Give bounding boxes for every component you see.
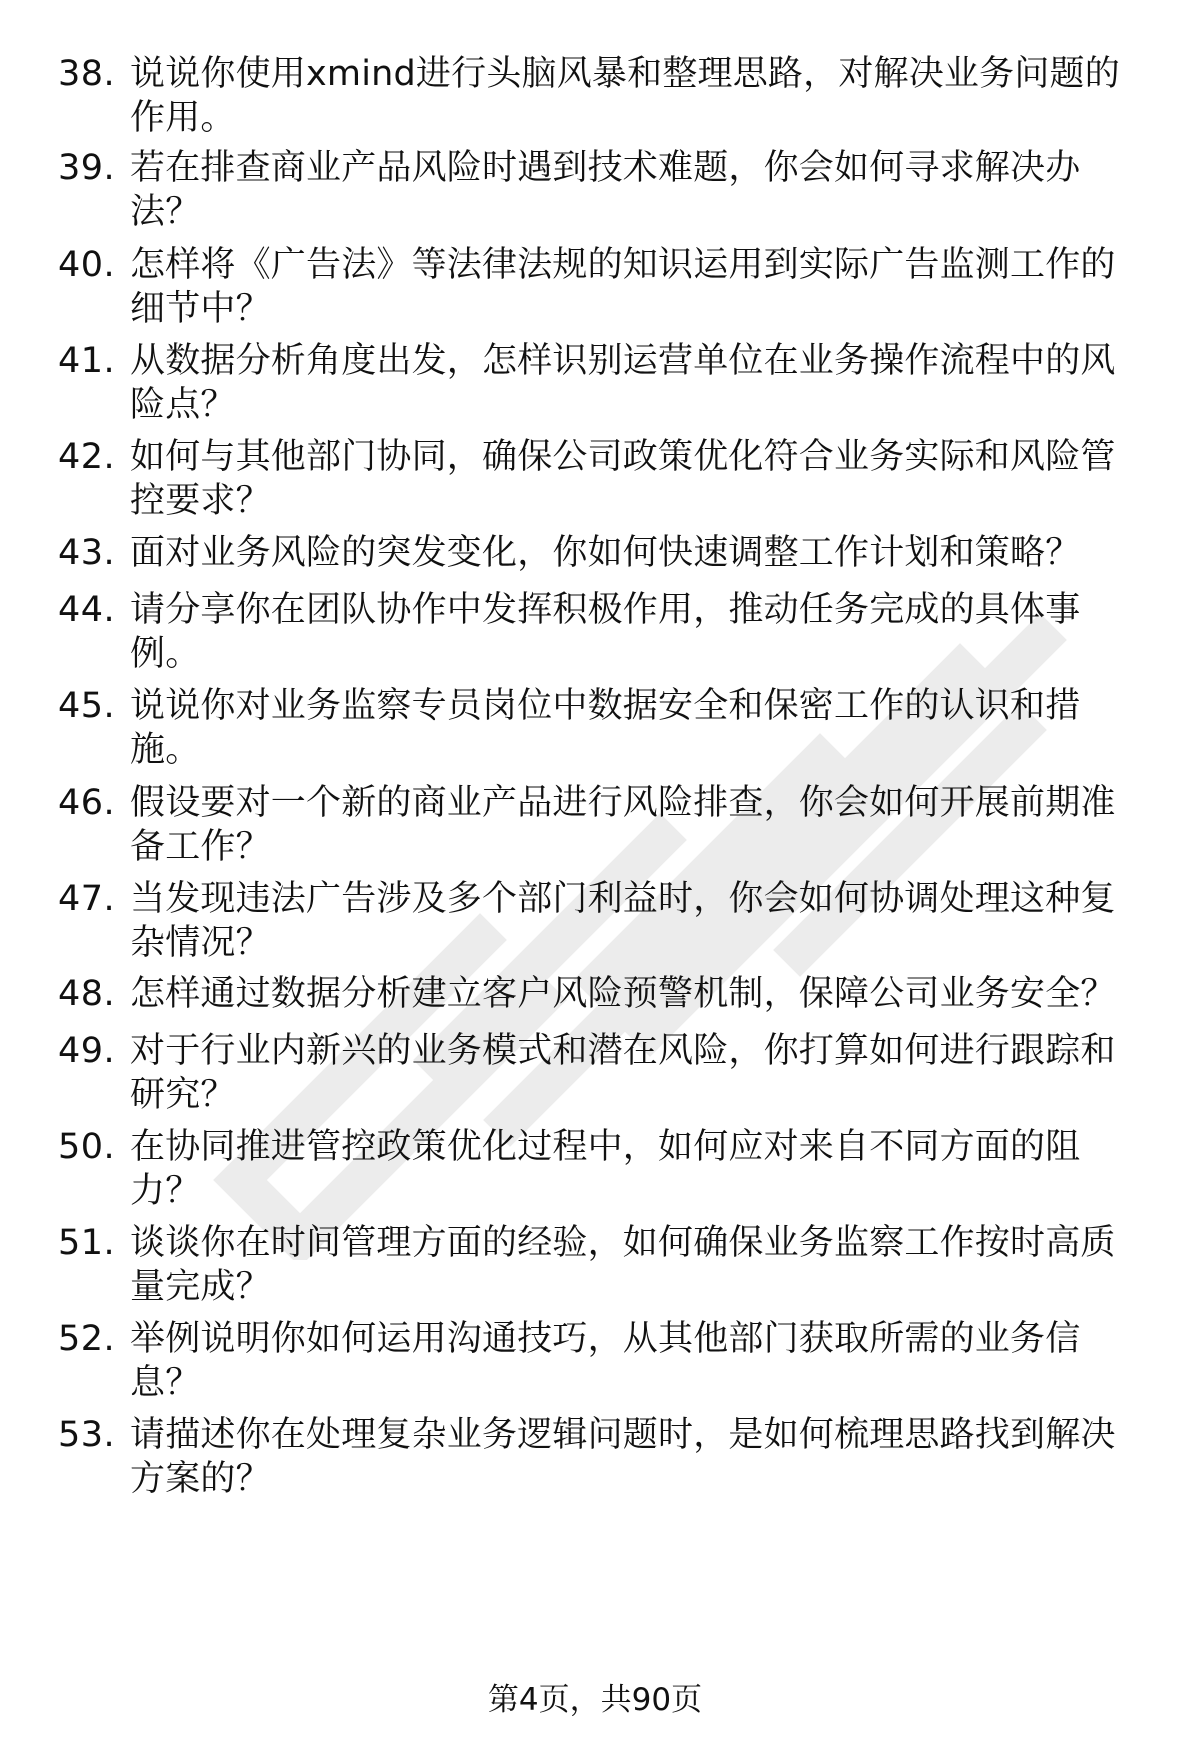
question-number: 52. — [58, 1319, 116, 1359]
question-text-line: 作用。 — [130, 98, 236, 138]
question-text-line: 面对业务风险的突发变化，你如何快速调整工作计划和策略？ — [130, 533, 1081, 573]
question-text — [130, 588, 1190, 676]
question-text-line: 当发现违法广告涉及多个部门利益时，你会如何协调处理这种复 — [130, 879, 1116, 919]
question-text — [130, 972, 1190, 1016]
question-number: 50. — [58, 1127, 116, 1167]
question-text-line: 若在排查商业产品风险时遇到技术难题，你会如何寻求解决办 — [130, 148, 1081, 188]
question-text-line: 控要求？ — [130, 481, 271, 521]
question-number: 45. — [58, 686, 116, 726]
question-text — [130, 52, 1190, 140]
question-text-line: 在协同推进管控政策优化过程中，如何应对来自不同方面的阻 — [130, 1127, 1081, 1167]
question-text-line: 量完成？ — [130, 1267, 271, 1307]
question-text-line: 杂情况？ — [130, 923, 271, 963]
question-text — [130, 1125, 1190, 1213]
question-item — [58, 781, 1158, 869]
question-text — [130, 781, 1190, 869]
question-text-line: 谈谈你在时间管理方面的经验，如何确保业务监察工作按时高质 — [130, 1223, 1116, 1263]
question-text-line: 施。 — [130, 730, 201, 770]
question-number: 48. — [58, 974, 116, 1014]
question-text — [130, 243, 1190, 331]
question-number: 53. — [58, 1415, 116, 1455]
question-number: 42. — [58, 437, 116, 477]
question-item — [58, 877, 1158, 965]
question-item — [58, 531, 1158, 575]
question-item — [58, 1029, 1158, 1117]
question-text-line: 如何与其他部门协同，确保公司政策优化符合业务实际和风险管 — [130, 437, 1116, 477]
question-text — [130, 1413, 1190, 1501]
question-number: 38. — [58, 54, 116, 94]
question-item — [58, 1221, 1158, 1309]
question-item — [58, 146, 1158, 234]
question-item — [58, 684, 1158, 772]
question-text — [130, 146, 1190, 234]
question-number: 51. — [58, 1223, 116, 1263]
question-item — [58, 435, 1158, 523]
question-item — [58, 339, 1158, 427]
question-number: 46. — [58, 783, 116, 823]
question-text-line: 举例说明你如何运用沟通技巧，从其他部门获取所需的业务信 — [130, 1319, 1081, 1359]
question-number: 43. — [58, 533, 116, 573]
question-text-line: 息？ — [130, 1363, 201, 1403]
question-text-line: 怎样将《广告法》等法律法规的知识运用到实际广告监测工作的 — [130, 245, 1116, 285]
question-text — [130, 877, 1190, 965]
question-text-line: 请分享你在团队协作中发挥积极作用，推动任务完成的具体事 — [130, 590, 1081, 630]
question-text — [130, 531, 1190, 575]
question-text-line: 方案的？ — [130, 1459, 271, 1499]
question-number: 49. — [58, 1031, 116, 1071]
question-number: 44. — [58, 590, 116, 630]
question-number: 41. — [58, 341, 116, 381]
question-text-line: 请描述你在处理复杂业务逻辑问题时，是如何梳理思路找到解决 — [130, 1415, 1116, 1455]
question-text-line: 说说你对业务监察专员岗位中数据安全和保密工作的认识和措 — [130, 686, 1081, 726]
question-item — [58, 243, 1158, 331]
question-item — [58, 588, 1158, 676]
question-text-line: 从数据分析角度出发，怎样识别运营单位在业务操作流程中的风 — [130, 341, 1116, 381]
question-text — [130, 1221, 1190, 1309]
question-text-line: 怎样通过数据分析建立客户风险预警机制，保障公司业务安全？ — [130, 974, 1116, 1014]
question-text — [130, 339, 1190, 427]
question-item — [58, 52, 1158, 140]
question-text-line: 例。 — [130, 634, 201, 674]
page-number: 第4页，共90页 — [487, 1682, 703, 1718]
question-number: 40. — [58, 245, 116, 285]
question-number: 39. — [58, 148, 116, 188]
question-text-line: 法？ — [130, 192, 201, 232]
question-text-line: 险点？ — [130, 385, 236, 425]
question-item — [58, 1317, 1158, 1405]
question-text-line: 假设要对一个新的商业产品进行风险排查，你会如何开展前期准 — [130, 783, 1116, 823]
question-item — [58, 1125, 1158, 1213]
question-text — [130, 435, 1190, 523]
question-text-line: 研究？ — [130, 1075, 236, 1115]
question-text — [130, 1029, 1190, 1117]
question-item — [58, 1413, 1158, 1501]
question-text — [130, 1317, 1190, 1405]
question-text — [130, 684, 1190, 772]
question-text-line: 备工作？ — [130, 827, 271, 867]
question-item — [58, 972, 1158, 1016]
question-text-line: 说说你使用xmind进行头脑风暴和整理思路，对解决业务问题的 — [130, 54, 1120, 94]
question-text-line: 对于行业内新兴的业务模式和潜在风险，你打算如何进行跟踪和 — [130, 1031, 1116, 1071]
question-text-line: 细节中？ — [130, 289, 271, 329]
question-number: 47. — [58, 879, 116, 919]
question-text-line: 力？ — [130, 1171, 201, 1211]
